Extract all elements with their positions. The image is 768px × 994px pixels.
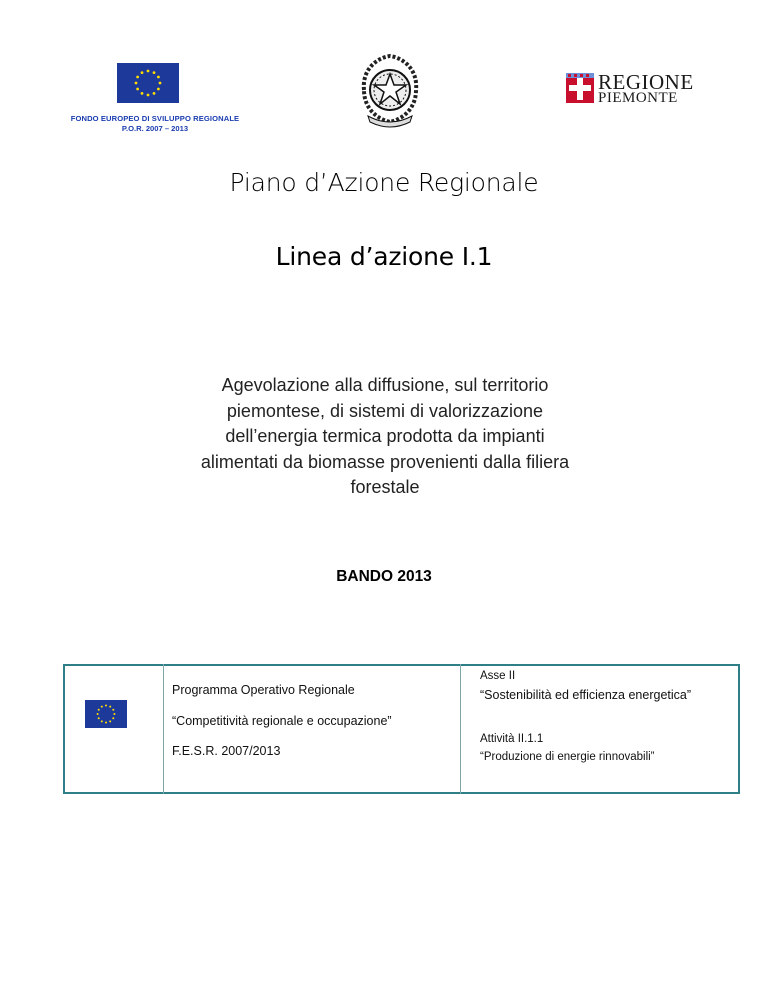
- piemonte-label: PIEMONTE: [598, 90, 678, 106]
- table-divider: [460, 664, 461, 794]
- por-period-label: P.O.R. 2007 – 2013: [121, 124, 189, 133]
- description-line: Agevolazione alla diffusione, sul territorio: [221, 375, 549, 395]
- table-divider: [163, 664, 164, 794]
- description-line: dell’energia termica prodotta da impianti: [225, 426, 545, 446]
- italian-emblem-icon: [354, 50, 426, 130]
- eu-flag-small-icon: [85, 700, 127, 728]
- asse-title: “Sostenibilità ed efficienza energetica”: [480, 688, 692, 702]
- description-line: forestale: [350, 477, 420, 497]
- bando-heading: BANDO 2013: [336, 568, 432, 585]
- fund-label: F.E.S.R. 2007/2013: [172, 744, 281, 758]
- description: [130, 373, 640, 501]
- eu-flag-icon: [117, 63, 179, 103]
- asse-label: Asse II: [480, 670, 516, 682]
- attivita-title: “Produzione di energie rinnovabili”: [480, 751, 655, 763]
- regione-label: REGIONE: [598, 70, 694, 94]
- attivita-label: Attività II.1.1: [480, 733, 544, 745]
- page-title: Piano d’Azione Regionale: [229, 168, 539, 197]
- description-line: piemontese, di sistemi di valorizzazione: [226, 400, 544, 421]
- program-info-table: [63, 664, 740, 794]
- regione-piemonte-shield-icon: [565, 72, 595, 104]
- page-subtitle: Linea d’azione I.1: [275, 242, 493, 271]
- fesr-label: FONDO EUROPEO DI SVILUPPO REGIONALE: [70, 114, 240, 123]
- description-line: alimentati da biomasse provenienti dalla filiera: [200, 451, 570, 472]
- program-label: Programma Operativo Regionale: [172, 683, 355, 697]
- program-objective: “Competitività regionale e occupazione”: [172, 714, 392, 728]
